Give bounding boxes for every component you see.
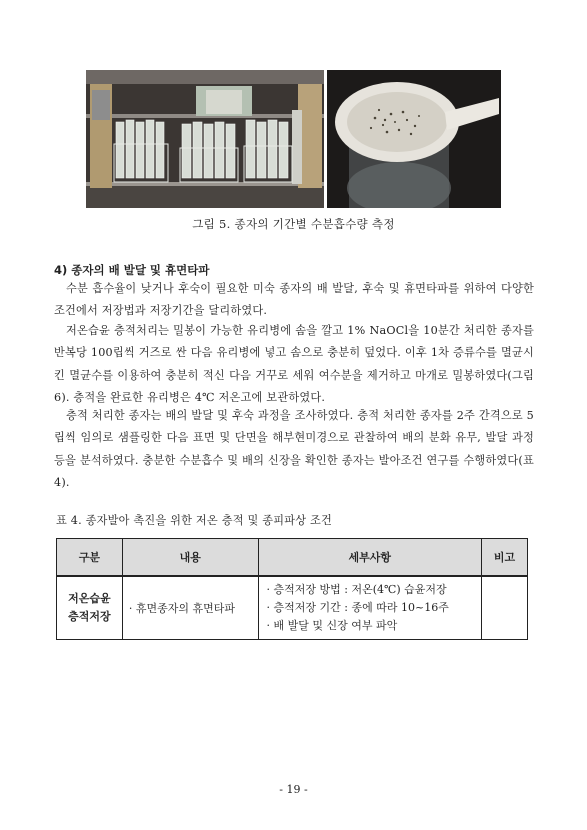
paragraph: 층적 처리한 종자는 배의 발달 및 후숙 과정을 조사하였다. 층적 처리한 종자를 2주 간격으로 5립씩 임의로 샘플링한 다음 표면 및 단면을 해부현미경으로 관찰하여 배의 분화 유무, 발달 과정 등을 분석하였다. 충분한 수분흡수 및 배의 신장을 확인한 종자는 발아조건 연구를 수행하였다(표 4).	[54, 409, 534, 490]
photo-seeds-on-strainer	[327, 70, 501, 208]
detail-item: · 층적저장 방법 : 저온(4℃) 습윤저장	[266, 583, 447, 596]
photo-seed-jars-in-fridge	[86, 70, 324, 208]
header-category: 구분	[57, 539, 123, 577]
paragraph: 저온습윤 층적처리는 밀봉이 가능한 유리병에 솜을 깔고 1% NaOCl을 10분간 처리한 종자를 반복당 100립씩 거즈로 싼 다음 유리병에 넣고 솜으로 충분히 덮었다. 이후 1차 증류수를 멸균시킨 멸균수를 이용하여 충분히 적신 다음 거꾸로 세워 여수분을 제거하고 마개로 밀봉하였다(그림 6). 층적을 완료한 유리병은 4℃ 저온고에 보관하였다.	[54, 324, 534, 405]
note-cell	[482, 576, 528, 640]
header-content: 내용	[122, 539, 258, 577]
table-row	[57, 576, 528, 640]
section-title: 4) 종자의 배 발달 및 휴면타파	[54, 263, 210, 277]
table-caption: 표 4. 종자발아 촉진을 위한 저온 층적 및 종피파상 조건	[56, 514, 333, 527]
detail-item: · 층적저장 기간 : 종에 따라 10~16주	[266, 601, 449, 614]
table-header-row	[57, 539, 528, 577]
category-cell	[57, 576, 123, 640]
category-line: 저온습윤	[68, 592, 111, 605]
header-details: 세부사항	[258, 539, 482, 577]
content-cell: · 휴면종자의 휴면타파	[122, 576, 258, 640]
detail-item: · 배 발달 및 신장 여부 파악	[266, 619, 398, 632]
stratification-conditions-table	[56, 538, 528, 640]
category-line: 층적저장	[68, 610, 111, 623]
page-number: - 19 -	[279, 783, 308, 796]
details-cell	[258, 576, 482, 640]
figure-caption: 그림 5. 종자의 기간별 수분흡수량 측정	[192, 217, 395, 231]
paragraph: 수분 흡수율이 낮거나 후숙이 필요한 미숙 종자의 배 발달, 후숙 및 휴면타파를 위하여 다양한 조건에서 저장법과 저장기간을 달리하였다.	[54, 282, 534, 318]
header-note: 비고	[482, 539, 528, 577]
